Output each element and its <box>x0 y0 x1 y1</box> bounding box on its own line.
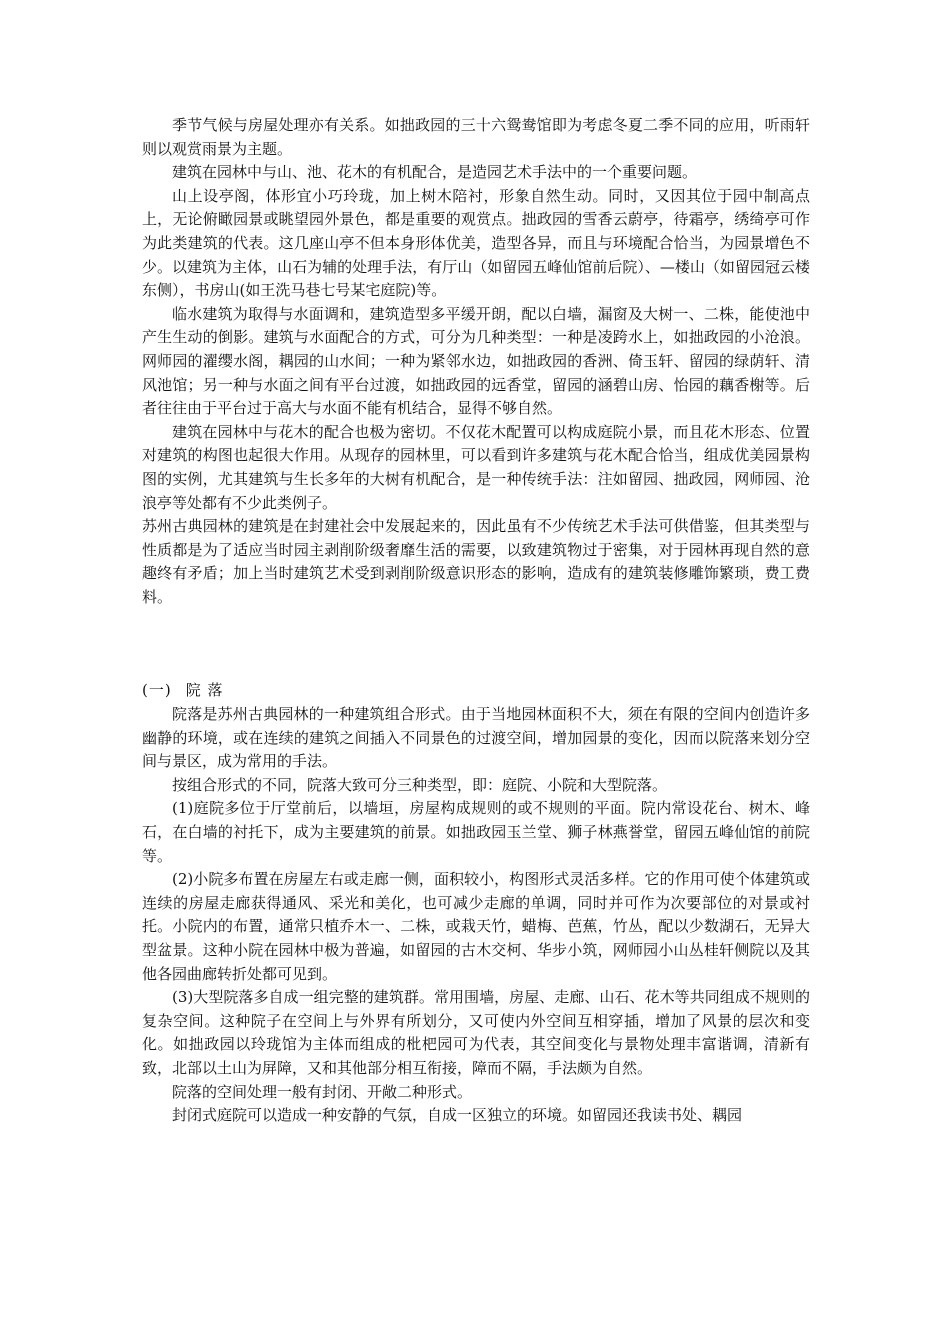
paragraph-waterside-buildings: 临水建筑为取得与水面调和，建筑造型多平缓开朗，配以白墙，漏窗及大树一、二株，能使池中产生生动的倒影。建筑与水面配合的方式，可分为几种类型：一种是凌跨水上，如拙政园的小沧浪。网师园的濯缨水阁，耦园的山水间；一种为紧邻水边，如拙政园的香洲、倚玉轩、留园的绿荫轩、清风池馆；另一种与水面之间有平台过渡，如拙政园的远香堂，留园的涵碧山房、怡园的藕香榭等。后者往往由于平台过于高大与水面不能有机结合，显得不够自然。 <box>142 304 810 418</box>
paragraph-buildings-and-plants: 建筑在园林中与花木的配合也极为密切。不仅花木配置可以构成庭院小景，而且花木形态、位置对建筑的构图也起很大作用。从现存的园林里，可以看到许多建筑与花木配合恰当，组成优美园景构图的实例，尤其建筑与生长多年的大树有机配合，是一种传统手法：注如留园、拙政园，网师园、沧浪亭等处都有不少此类例子。 <box>142 422 810 512</box>
paragraph-enclosed-courtyard: 封闭式庭院可以造成一种安静的气氛，自成一区独立的环境。如留园还我读书处、耦园 <box>172 1106 743 1125</box>
section-heading-number: (一) <box>142 681 172 700</box>
section-spacer <box>142 609 810 679</box>
paragraph-type-1-courtyard: (1)庭院多位于厅堂前后，以墙垣，房屋构成规则的或不规则的平面。院内常设花台、树木、峰石，在白墙的衬托下，成为主要建筑的前景。如拙政园玉兰堂、狮子林燕誉堂，留园五峰仙馆的前院等。 <box>142 799 810 865</box>
section-heading-title: 院 落 <box>185 681 224 700</box>
paragraph-type-3-large-court: (3)大型院落多自成一组完整的建筑群。常用围墙，房屋、走廊、山石、花木等共同组成不规则的复杂空间。这种院子在空间上与外界有所划分，又可使内外空间互相穿插，增加了风景的层次和变化。如拙政园以玲珑馆为主体而组成的枇杷园可为代表，其空间变化与景物处理丰富谐调，清新有致，北部以土山为屏障，又和其他部分相互衔接，障而不隔，手法颇为自然。 <box>142 988 810 1077</box>
paragraph-courtyard-types: 按组合形式的不同，院落大致可分三种类型，即：庭院、小院和大型院落。 <box>172 775 668 794</box>
paragraph-type-2-small-court: (2)小院多布置在房屋左右或走廊一侧，面积较小，构图形式灵活多样。它的作用可使个体建筑或连续的房屋走廊获得通风、采光和美化，也可减少走廊的单调，同时并可作为次要部位的对景或衬托。小院内的布置，通常只植乔木一、二株，或栽天竹，蜡梅、芭蕉，竹丛，配以少数湖石，无异大型盆景。这种小院在园林中极为普遍，如留园的古木交柯、华步小筑，网师园小山丛桂轩侧院以及其他各园曲廊转折处都可见到。 <box>142 870 810 983</box>
paragraph-closing-remark: 苏州古典园林的建筑是在封建社会中发展起来的，因此虽有不少传统艺术手法可供借鉴，但其类型与性质都是为了适应当时园主剥削阶级奢靡生活的需要，以致建筑物过于密集，对于园林再现自然的意趣终有矛盾；加上当时建筑艺术受到剥削阶级意识形态的影响，造成有的建筑装修雕饰繁琐，费工费料。 <box>142 517 810 606</box>
paragraph-building-integration: 建筑在园林中与山、池、花木的有机配合，是造园艺术手法中的一个重要问题。 <box>172 163 698 182</box>
paragraph-seasonal-climate: 季节气候与房屋处理亦有关系。如拙政园的三十六鸳鸯馆即为考虑冬夏二季不同的应用，听雨轩则以观赏雨景为主题。 <box>142 116 810 158</box>
document-page <box>142 114 810 1128</box>
paragraph-courtyard-intro: 院落是苏州古典园林的一种建筑组合形式。由于当地园林面积不大，须在有限的空间内创造许多幽静的环境，或在连续的建筑之间插入不同景色的过渡空间，增加园景的变化，因而以院落来划分空间与景区，成为常用的手法。 <box>142 705 810 771</box>
paragraph-hill-pavilions: 山上设亭阁，体形宜小巧玲珑，加上树木陪衬，形象自然生动。同时，又因其位于园中制高点上，无论俯瞰园景或眺望园外景色，都是重要的观赏点。拙政园的雪香云蔚亭，待霜亭，绣绮亭可作为此类建筑的代表。这几座山亭不但本身形体优美，造型各异，而且与环境配合恰当，为园景增色不少。以建筑为主体，山石为辅的处理手法，有厅山（如留园五峰仙馆前后院）、—楼山（如留园冠云楼东侧），书房山(如王洗马巷七号某宅庭院)等。 <box>142 186 810 300</box>
paragraph-spatial-treatment: 院落的空间处理一般有封闭、开敞二种形式。 <box>172 1082 473 1101</box>
section-heading <box>142 679 810 703</box>
